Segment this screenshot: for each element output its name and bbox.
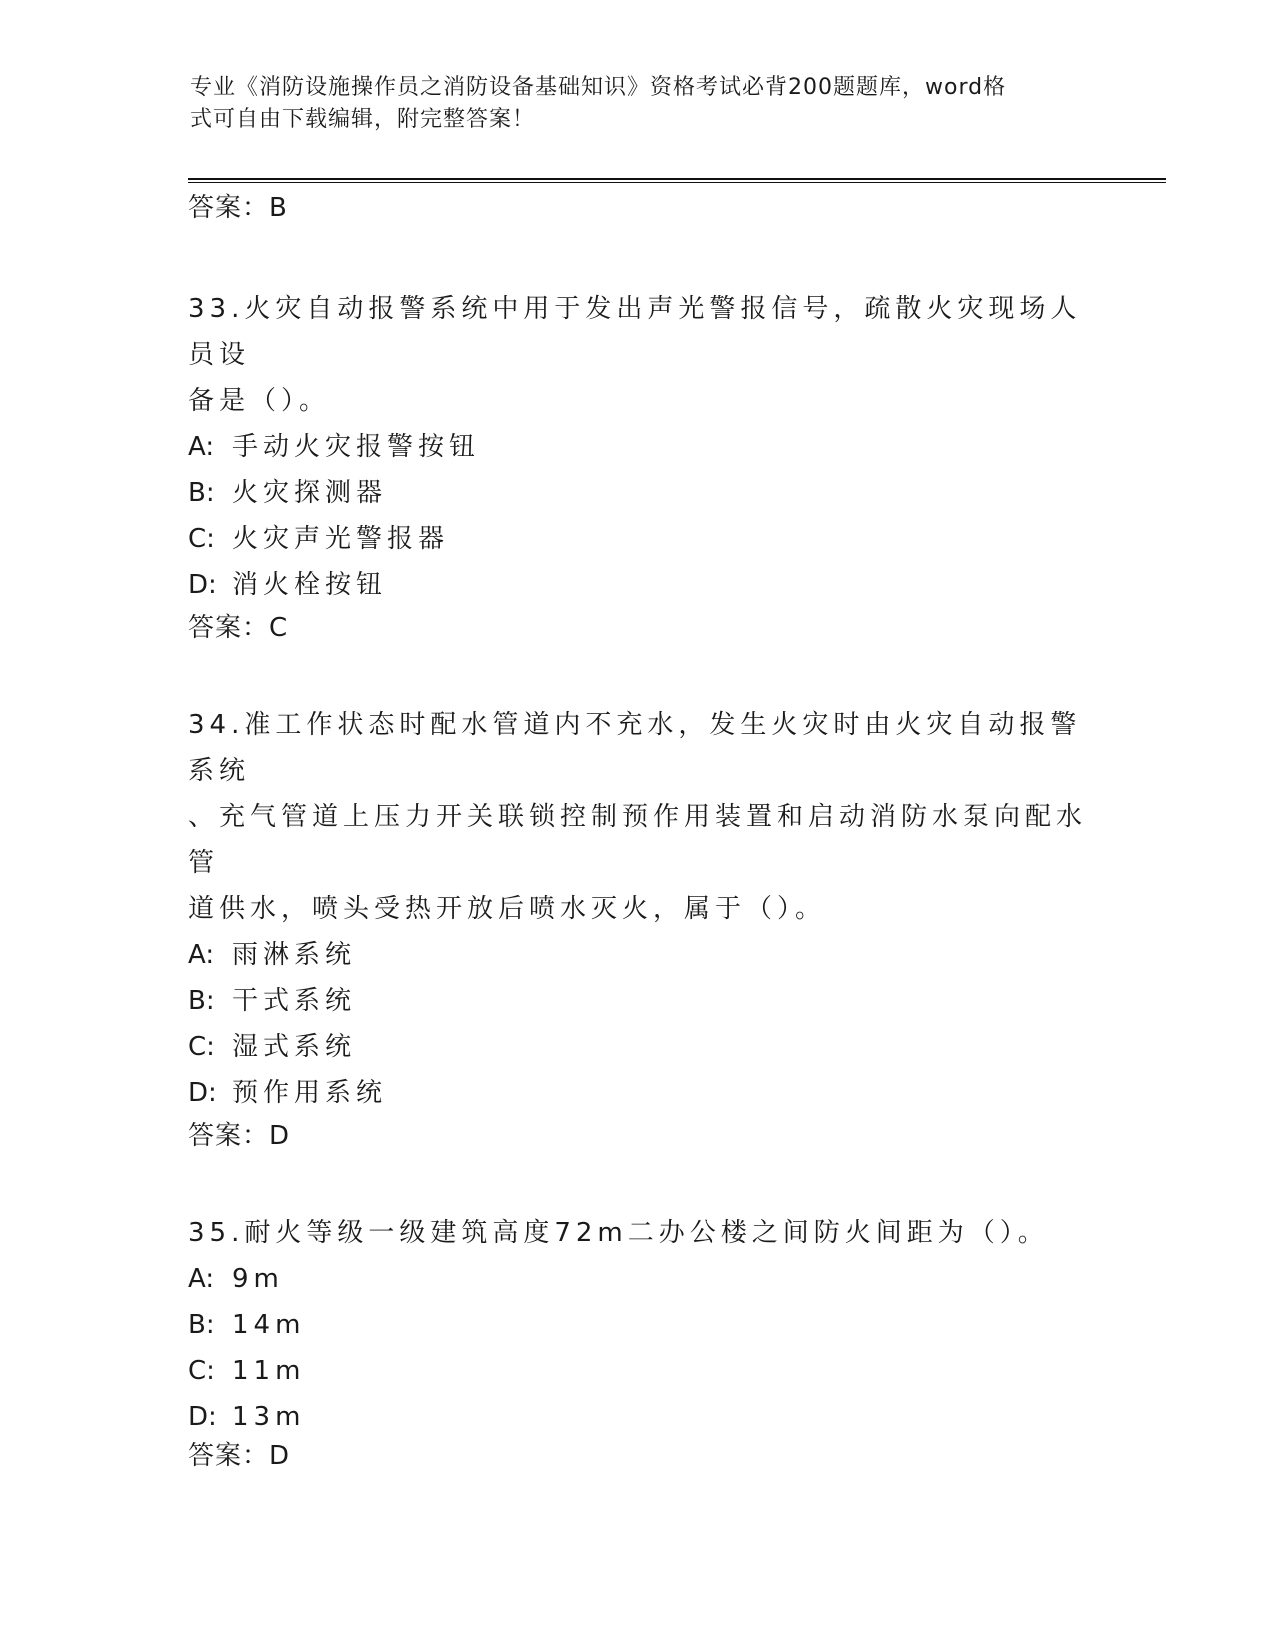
option-letter: C: [188,1032,215,1062]
option-text: 湿式系统 [232,1032,357,1062]
option-d [188,562,1088,608]
question-33 [188,286,1088,644]
answer-line: 答案：D [188,1121,291,1151]
option-letter: C: [188,524,215,554]
question-stem [188,1210,1088,1256]
option-letter: B: [188,478,215,508]
option-a [188,424,1088,470]
option-text: 预作用系统 [232,1078,388,1108]
question-stem-line: 备是（）。 [188,386,331,416]
option-text: 干式系统 [232,986,357,1016]
option-text: 9m [232,1264,284,1294]
option-d [188,1070,1088,1116]
option-b [188,978,1088,1024]
header-line-2: 式可自由下载编辑，附完整答案！ [190,107,536,132]
document-body [188,192,1088,1472]
option-text: 手动火灾报警按钮 [232,432,481,462]
option-c [188,516,1088,562]
document-header [190,72,1080,136]
option-letter: A: [188,432,215,462]
option-letter: B: [188,1310,215,1340]
option-letter: D: [188,1402,217,1432]
option-text: 14m [232,1310,306,1340]
header-divider [188,178,1166,183]
option-text: 13m [232,1402,306,1432]
question-stem-line: 33.火灾自动报警系统中用于发出声光警报信号，疏散火灾现场人员设 [188,294,1082,370]
option-text: 火灾声光警报器 [232,524,450,554]
answer-line: 答案：C [188,613,289,643]
question-stem-line: 、充气管道上压力开关联锁控制预作用装置和启动消防水泵向配水管 [188,802,1088,878]
question-stem-line: 34.准工作状态时配水管道内不充水，发生火灾时由火灾自动报警系统 [188,710,1082,786]
answer-line: 答案：B [188,193,288,223]
question-35 [188,1210,1088,1472]
question-stem [188,286,1088,424]
option-letter: C: [188,1356,215,1386]
answer-line: 答案：D [188,1441,291,1471]
option-b [188,1302,1088,1348]
option-c [188,1348,1088,1394]
option-letter: D: [188,1078,217,1108]
option-text: 火灾探测器 [232,478,388,508]
question-stem [188,702,1088,932]
option-letter: A: [188,940,215,970]
question-stem-line: 道供水，喷头受热开放后喷水灭火，属于（）。 [188,894,827,924]
question-stem-line: 35.耐火等级一级建筑高度72m二办公楼之间防火间距为（）。 [188,1218,1049,1248]
option-letter: D: [188,570,217,600]
option-letter: B: [188,986,215,1016]
question-34 [188,702,1088,1152]
header-line-1: 专业《消防设施操作员之消防设备基础知识》资格考试必背200题题库，word格 [190,75,1007,100]
option-c [188,1024,1088,1070]
option-a [188,1256,1088,1302]
option-text: 11m [232,1356,306,1386]
option-d [188,1394,1088,1440]
option-text: 雨淋系统 [232,940,357,970]
option-text: 消火栓按钮 [232,570,388,600]
option-a [188,932,1088,978]
option-letter: A: [188,1264,215,1294]
option-b [188,470,1088,516]
